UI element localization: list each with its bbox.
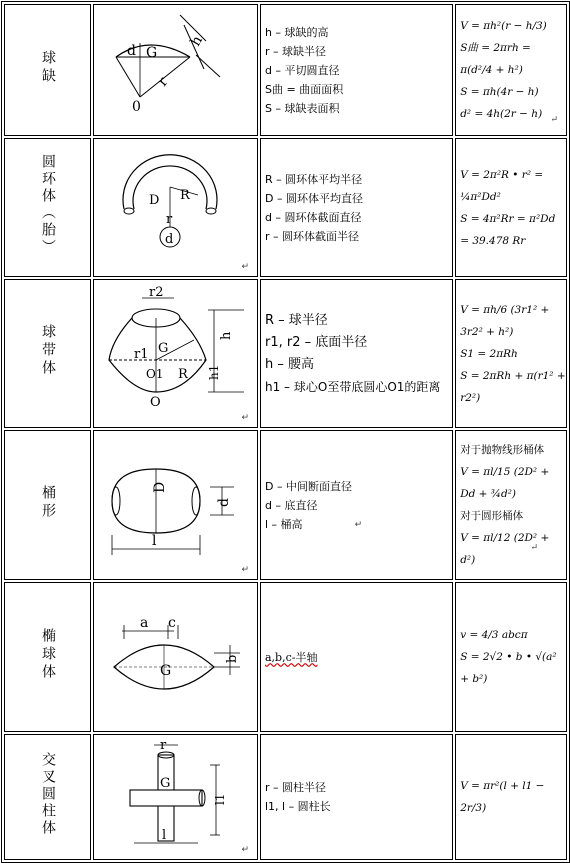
description-cell [260, 4, 453, 136]
paragraph-mark-icon: ↵ [530, 543, 538, 553]
figure-cell [93, 4, 258, 136]
fig-label-D: D [152, 481, 168, 493]
fig-label-R: R [180, 188, 190, 203]
desc-line: a,b,c-半轴 [265, 650, 318, 664]
shape-name-cell [4, 430, 91, 580]
fig-label-r: r [154, 74, 172, 90]
fig-label-b: b [225, 654, 240, 663]
desc-line: S曲 = 曲面面积 [265, 82, 344, 96]
paragraph-mark-icon: ↵ [241, 262, 249, 272]
desc-line: D – 中间断面直径 [265, 479, 352, 493]
formula-line: V = πl/15 (2D² + Dd + ¾d²) [460, 466, 550, 500]
paragraph-mark-icon: ↵ [241, 413, 249, 423]
fig-label-G: G [146, 45, 158, 61]
desc-line: h – 腰高 [265, 356, 315, 372]
desc-line: d – 底直径 [265, 498, 318, 512]
description-cell [260, 734, 453, 860]
formula-line: V = πh/6 (3r1² + 3r2² + h²) [460, 303, 550, 338]
shape-name: 圆环体（胎） [40, 154, 56, 256]
barrel-figure [94, 431, 257, 575]
formula-line: d² = 4h(2r − h) [460, 108, 543, 120]
fig-label-l1: l1 [213, 793, 227, 805]
desc-line: R – 球半径 [265, 312, 328, 328]
fig-label-r1: r1 [134, 347, 149, 362]
fig-label-D: D [149, 193, 160, 208]
formula-line: S曲 = 2πrh = π(d²/4 + h²) [460, 42, 531, 76]
description-cell [260, 430, 453, 580]
formula-line: S1 = 2πRh [460, 347, 518, 360]
shape-name-cell [4, 734, 91, 860]
fig-label-l: l [162, 828, 167, 843]
figure-cell [93, 734, 258, 860]
torus-figure [94, 139, 257, 272]
shape-name-cell [4, 4, 91, 136]
formula-line: V = 2π²R • r² = ¼π²Dd² [460, 168, 544, 203]
formula-table [1, 1, 570, 863]
paragraph-mark-icon: ↵ [241, 565, 249, 575]
shape-name: 球带体 [40, 324, 56, 378]
formula-cell [455, 734, 567, 860]
formula-line: S = 4π²Rr = π²Dd = 39.478 Rr [460, 212, 556, 247]
paragraph-mark-icon: ↵ [241, 845, 249, 855]
fig-label-d: d [127, 43, 136, 59]
formula-line: 对于抛物线形桶体 [460, 444, 545, 456]
formula-cell [455, 582, 567, 732]
fig-label-G: G [160, 663, 172, 679]
spherical-zone-figure [94, 280, 257, 423]
formula-line: V = πh²(r − h/3) [460, 20, 547, 32]
desc-line: l1, l – 圆柱长 [265, 800, 331, 813]
shape-name-cell [4, 582, 91, 732]
formula-line: 对于圆形桶体 [460, 510, 524, 522]
formula-cell [455, 279, 567, 428]
fig-label-r2: r2 [149, 285, 164, 300]
table-row-spherical-cap [4, 4, 567, 136]
table-row-ellipsoid [4, 582, 567, 732]
fig-label-G: G [160, 776, 171, 791]
formula-line: S = 2√2 • b • √(a² + b²) [460, 651, 557, 685]
desc-line: S – 球缺表面积 [265, 101, 340, 115]
formula-line: v = 4/3 abcπ [460, 629, 528, 641]
fig-label-O: O [150, 395, 161, 410]
desc-line: r – 圆柱半径 [265, 781, 327, 794]
shape-name: 椭球体 [40, 627, 56, 682]
fig-label-G: G [158, 341, 169, 356]
formula-cell [455, 430, 567, 580]
fig-label-r: r [160, 738, 167, 753]
table-row-cross-cylinder [4, 734, 567, 860]
desc-line: D – 圆环体平均直径 [265, 191, 363, 205]
fig-label-R: R [178, 367, 188, 382]
formula-line: S = 2πRh + π(r1² + r2²) [460, 369, 566, 404]
paragraph-mark-icon: ↵ [354, 520, 363, 530]
spherical-cap-figure [94, 5, 257, 131]
shape-name: 桶形 [40, 484, 56, 521]
ellipsoid-figure [94, 583, 257, 727]
fig-label-a: a [140, 615, 149, 631]
fig-label-d: d [216, 498, 232, 507]
desc-line: h – 球缺的高 [265, 25, 329, 39]
desc-line: r – 球缺半径 [265, 44, 327, 58]
description-cell [260, 279, 453, 428]
figure-cell [93, 279, 258, 428]
shape-name-cell [4, 279, 91, 428]
fig-label-h1: h1 [207, 364, 221, 380]
fig-label-O1: O1 [146, 367, 164, 381]
fig-label-r: r [166, 212, 173, 227]
fig-label-d: d [165, 232, 174, 247]
formula-line: V = πl/12 (2D² + d²) [460, 532, 550, 566]
desc-line: l – 桶高 [265, 517, 303, 531]
figure-cell [93, 582, 258, 732]
fig-label-c: c [168, 615, 176, 631]
description-cell [260, 138, 453, 277]
paragraph-mark-icon: ↵ [550, 115, 558, 125]
shape-name-cell [4, 138, 91, 277]
desc-line: r – 圆环体截面半径 [265, 229, 360, 243]
table-row-spherical-zone [4, 279, 567, 428]
shape-name: 交叉圆柱体 [40, 752, 56, 837]
table-row-torus [4, 138, 567, 277]
shape-name: 球缺 [40, 49, 56, 86]
fig-label-l: l [152, 533, 157, 549]
table-row-barrel [4, 430, 567, 580]
fig-label-h: h [219, 331, 234, 340]
cross-cylinder-figure [94, 735, 257, 855]
formula-line: V = πr²(l + l1 − 2r/3) [460, 780, 545, 814]
description-cell [260, 582, 453, 732]
desc-line: d – 平切圆直径 [265, 63, 340, 77]
desc-line: d – 圆环体截面直径 [265, 210, 362, 224]
fig-label-0: 0 [132, 99, 141, 115]
desc-line: R – 圆环体平均半径 [265, 172, 363, 186]
formula-cell [455, 138, 567, 277]
formula-cell [455, 4, 567, 136]
desc-line: h1 – 球心O至带底圆心O1的距离 [265, 379, 441, 394]
fig-label-h: h [187, 33, 206, 49]
desc-line: r1, r2 – 底面半径 [265, 334, 368, 350]
formula-line: S = πh(4r − h) [460, 86, 539, 98]
figure-cell [93, 138, 258, 277]
figure-cell [93, 430, 258, 580]
